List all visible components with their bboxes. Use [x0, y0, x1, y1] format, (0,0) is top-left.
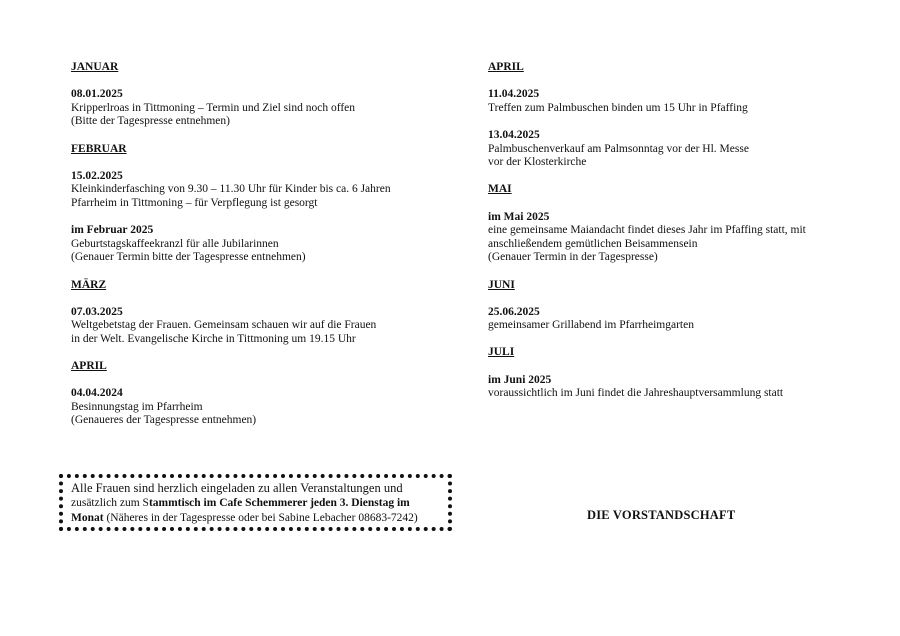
notice-line-3 — [71, 511, 443, 526]
event-entry — [488, 88, 848, 115]
month-heading: APRIL — [488, 61, 524, 73]
notice-line-2 — [71, 496, 443, 511]
event-date: 25.06.2025 — [488, 305, 540, 318]
event-description-line: voraussichtlich im Juni findet die Jahreshauptversammlung statt — [488, 387, 784, 400]
event-description-line: eine gemeinsame Maiandacht findet dieses Jahr im Pfaffing statt, mit — [488, 224, 806, 237]
event-description-line: (Bitte der Tagespresse entnehmen) — [71, 115, 230, 128]
event-entry — [488, 306, 848, 333]
event-description-line: Pfarrheim in Tittmoning – für Verpflegung ist gesorgt — [71, 196, 318, 209]
month-heading: MÄRZ — [71, 278, 107, 291]
month-heading: MAI — [488, 183, 512, 196]
event-description-line: Kleinkinderfasching von 9.30 – 11.30 Uhr für Kinder bis ca. 6 Jahren — [71, 183, 391, 196]
month-heading: JANUAR — [71, 61, 119, 73]
event-date: im Februar 2025 — [71, 224, 154, 237]
event-date: 07.03.2025 — [71, 305, 123, 318]
month-heading: FEBRUAR — [71, 142, 127, 155]
signature: DIE VORSTANDSCHAFT — [587, 508, 736, 522]
event-date: 04.04.2024 — [71, 387, 123, 400]
event-description-line: Kripperlroas in Tittmoning – Termin und Ziel sind noch offen — [71, 101, 356, 114]
event-entry — [71, 170, 461, 211]
month-heading: APRIL — [71, 360, 107, 373]
event-description-line: Besinnungstag im Pfarrheim — [71, 400, 203, 413]
event-date: 13.04.2025 — [488, 128, 540, 141]
event-description-line: in der Welt. Evangelische Kirche in Tittmoning um 19.15 Uhr — [71, 332, 356, 345]
event-description-line: anschließendem gemütlichen Beisammensein — [488, 237, 698, 250]
notice-line-2-plain: zusätzlich zum S — [71, 497, 149, 509]
event-date: 08.01.2025 — [71, 88, 123, 101]
event-date: im Juni 2025 — [488, 373, 552, 386]
event-description-line: Weltgebetstag der Frauen. Gemeinsam schauen wir auf die Frauen — [71, 319, 377, 332]
event-entry — [71, 224, 461, 265]
notice-line-2-bold: tammtisch im Cafe Schemmerer jeden 3. Dienstag im — [148, 497, 410, 509]
event-date: 15.02.2025 — [71, 169, 123, 182]
event-entry — [71, 306, 461, 347]
event-description-line: vor der Klosterkirche — [488, 156, 587, 169]
event-description-line: (Genauer Termin in der Tagespresse) — [488, 251, 658, 264]
event-entry — [71, 387, 461, 428]
event-date: 11.04.2025 — [488, 88, 540, 101]
invitation-notice-box — [59, 474, 452, 531]
event-entry — [488, 211, 848, 265]
event-entry — [488, 374, 848, 401]
month-heading: JULI — [488, 346, 515, 359]
right-column — [488, 61, 848, 414]
event-description-line: gemeinsamer Grillabend im Pfarrheimgarten — [488, 319, 694, 332]
event-date: im Mai 2025 — [488, 210, 550, 223]
event-description-line: Treffen zum Palmbuschen binden um 15 Uhr in Pfaffing — [488, 101, 748, 114]
notice-line-3-bold: Monat — [71, 512, 104, 524]
event-description-line: Geburtstagskaffeekranzl für alle Jubilarinnen — [71, 237, 279, 250]
event-description-line: Palmbuschenverkauf am Palmsonntag vor der Hl. Messe — [488, 142, 749, 155]
month-heading: JUNI — [488, 278, 515, 291]
event-description-line: (Genauer Termin bitte der Tagespresse entnehmen) — [71, 251, 306, 264]
event-entry — [488, 129, 848, 170]
notice-line-1: Alle Frauen sind herzlich eingeladen zu allen Veranstaltungen und — [71, 481, 403, 495]
event-entry — [71, 88, 461, 129]
event-description-line: (Genaueres der Tagespresse entnehmen) — [71, 414, 257, 427]
notice-line-3-plain: (Näheres in der Tagespresse oder bei Sabine Lebacher 08683-7242) — [103, 512, 418, 524]
left-column — [71, 61, 461, 442]
